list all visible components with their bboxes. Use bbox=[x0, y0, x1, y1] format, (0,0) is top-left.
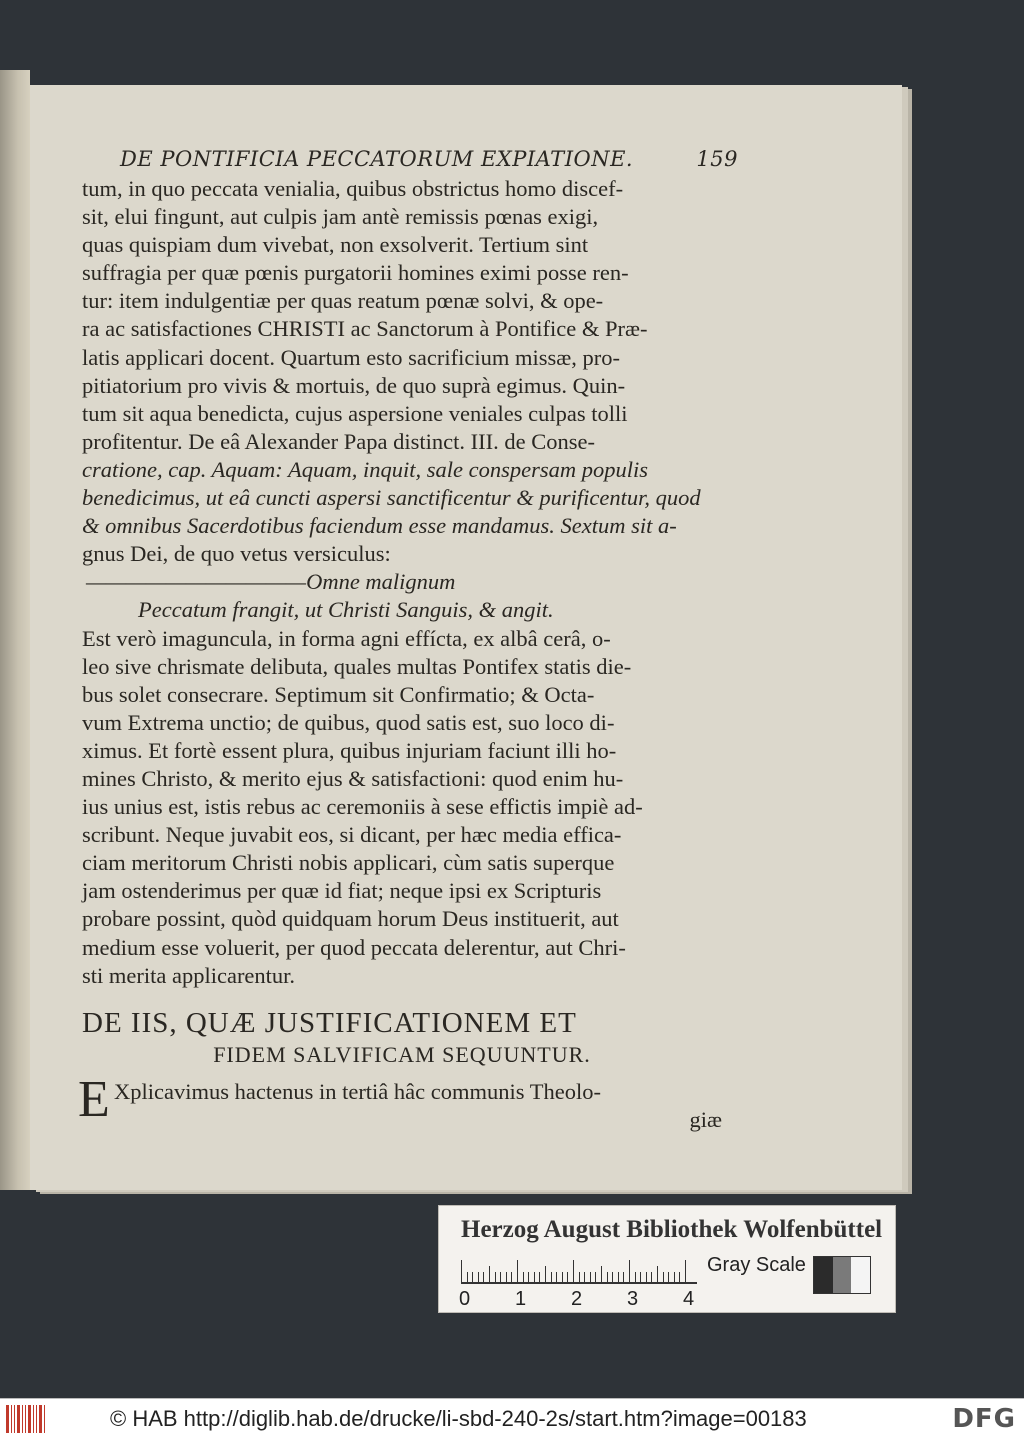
barcode-bar bbox=[28, 1405, 31, 1433]
ruler-tick bbox=[489, 1266, 490, 1282]
gray-swatch bbox=[814, 1257, 833, 1293]
ruler-tick bbox=[534, 1272, 535, 1282]
drop-cap: E bbox=[78, 1070, 110, 1128]
text-line: Peccatum frangit, ut Christi Sanguis, & angit. bbox=[138, 597, 554, 623]
page-number: 159 bbox=[696, 147, 738, 171]
text-line: suffragia per quæ pœnis purgatorii homines eximi posse ren- bbox=[82, 260, 629, 286]
text-line: latis applicari docent. Quartum esto sacrificium missæ, pro- bbox=[82, 344, 620, 370]
ruler-tick bbox=[539, 1272, 540, 1282]
barcode-bar bbox=[39, 1405, 42, 1433]
text-line: gnus Dei, de quo vetus versiculus: bbox=[82, 541, 391, 567]
ruler-tick bbox=[511, 1272, 512, 1282]
ruler-tick bbox=[640, 1272, 641, 1282]
viewer-footer bbox=[0, 1398, 1024, 1438]
ruler-tick bbox=[467, 1272, 468, 1282]
text-line: cratione, cap. Aquam: Aquam, inquit, sale conspersam populis bbox=[82, 456, 649, 482]
text-line: vum Extrema unctio; de quibus, quod satis est, suo loco di- bbox=[82, 709, 615, 735]
text-line: ius unius est, istis rebus ac ceremoniis à sese effictis impiè ad- bbox=[82, 794, 643, 820]
ruler-number: 2 bbox=[571, 1288, 583, 1310]
ruler-tick bbox=[651, 1272, 652, 1282]
barcode-bar bbox=[36, 1405, 37, 1433]
ruler-tick bbox=[517, 1260, 518, 1282]
text-line: ———————————Omne malignum bbox=[86, 569, 456, 595]
ruler-tick bbox=[506, 1272, 507, 1282]
text-line: scribunt. Neque juvabit eos, si dicant, per hæc media effica- bbox=[82, 822, 622, 848]
copyright-url[interactable]: © HAB http://diglib.hab.de/drucke/li-sbd-240-2s/start.htm?image=00183 bbox=[110, 1405, 807, 1431]
ruler-tick bbox=[612, 1272, 613, 1282]
left-page-edge bbox=[0, 70, 30, 1190]
barcode-bar bbox=[25, 1405, 26, 1433]
ruler-tick bbox=[590, 1272, 591, 1282]
ruler-tick bbox=[584, 1272, 585, 1282]
ruler-tick bbox=[607, 1272, 608, 1282]
page-content bbox=[78, 147, 738, 1134]
ruler-tick bbox=[562, 1272, 563, 1282]
text-line: ximus. Et fortè essent plura, quibus injuriam faciunt illi ho- bbox=[82, 737, 617, 763]
ruler-tick bbox=[461, 1260, 462, 1282]
barcode-bar bbox=[44, 1405, 45, 1433]
ruler-tick bbox=[573, 1260, 574, 1282]
text-line: medium esse voluerit, per quod peccata delerentur, aut Chri- bbox=[82, 934, 626, 960]
ruler-tick bbox=[545, 1266, 546, 1282]
ruler-tick bbox=[500, 1272, 501, 1282]
text-line: leo sive chrismate delibuta, quales multas Pontifex statis die- bbox=[82, 653, 632, 679]
ruler-tick bbox=[495, 1272, 496, 1282]
text-line: benedicimus, ut eâ cuncti aspersi sanctificentur & purificentur, quod bbox=[82, 485, 701, 511]
text-line: bus solet consecrare. Septimum sit Confirmatio; & Octa- bbox=[82, 681, 595, 707]
section-heading-line1: DE IIS, QUÆ JUSTIFICATIONEM ET bbox=[82, 1006, 577, 1039]
ruler-tick bbox=[556, 1272, 557, 1282]
barcode-icon bbox=[6, 1405, 50, 1433]
ruler-tick bbox=[685, 1260, 686, 1282]
ruler-tick bbox=[601, 1266, 602, 1282]
running-head-title: DE PONTIFICIA PECCATORUM EXPIATIONE. bbox=[120, 147, 634, 171]
text-line: tur: item indulgentiæ per quas reatum pœnæ solvi, & ope- bbox=[82, 288, 604, 314]
ruler-tick bbox=[668, 1272, 669, 1282]
body-text bbox=[82, 175, 722, 990]
ruler-tick bbox=[523, 1272, 524, 1282]
ruler-tick bbox=[483, 1272, 484, 1282]
text-line: ciam meritorum Christi nobis applicari, cùm satis superque bbox=[82, 850, 615, 876]
text-line: profitentur. De eâ Alexander Papa distinct. III. de Conse- bbox=[82, 428, 595, 454]
ruler-tick bbox=[579, 1272, 580, 1282]
barcode-bar bbox=[22, 1405, 23, 1433]
running-head bbox=[120, 147, 738, 171]
gray-scale-swatches bbox=[813, 1256, 871, 1294]
text-line: sti merita applicarentur. bbox=[82, 962, 296, 988]
barcode-bar bbox=[33, 1405, 34, 1433]
ruler-tick bbox=[674, 1272, 675, 1282]
section-heading-line2: FIDEM SALVIFICAM SEQUUNTUR. bbox=[213, 1041, 591, 1067]
ruler-tick bbox=[618, 1272, 619, 1282]
ruler-tick bbox=[595, 1272, 596, 1282]
ruler-tick bbox=[663, 1272, 664, 1282]
ruler-tick bbox=[679, 1272, 680, 1282]
text-line: tum, in quo peccata venialia, quibus obstrictus homo discef- bbox=[82, 176, 624, 201]
ruler-number: 3 bbox=[627, 1288, 639, 1310]
text-line: ra ac satisfactiones CHRISTI ac Sanctorum à Pontifice & Præ- bbox=[82, 316, 648, 342]
scale-ruler bbox=[461, 1258, 697, 1284]
ruler-tick bbox=[623, 1272, 624, 1282]
ruler-tick bbox=[635, 1272, 636, 1282]
text-line: & omnibus Sacerdotibus faciendum esse mandamus. Sextum sit a- bbox=[82, 513, 677, 539]
ruler-tick bbox=[472, 1272, 473, 1282]
ruler-tick bbox=[629, 1260, 630, 1282]
barcode-bar bbox=[17, 1405, 20, 1433]
library-color-card bbox=[438, 1205, 896, 1313]
ruler-tick bbox=[567, 1272, 568, 1282]
ruler-tick bbox=[528, 1272, 529, 1282]
text-line: sit, elui fingunt, aut culpis jam antè remissis pœnas exigi, bbox=[82, 204, 599, 230]
text-line: pitiatorium pro vivis & mortuis, de quo suprà egimus. Quin- bbox=[82, 372, 626, 398]
ruler-tick bbox=[551, 1272, 552, 1282]
dfg-logo: DFG bbox=[952, 1403, 1016, 1434]
ruler-number: 1 bbox=[515, 1288, 527, 1310]
barcode-bar bbox=[6, 1405, 9, 1433]
ruler-tick bbox=[478, 1272, 479, 1282]
ruler-tick bbox=[646, 1272, 647, 1282]
barcode-bar bbox=[14, 1405, 15, 1433]
library-name: Herzog August Bibliothek Wolfenbüttel bbox=[461, 1216, 883, 1243]
ruler-tick bbox=[657, 1266, 658, 1282]
catchword: giæ bbox=[689, 1106, 722, 1132]
gray-swatch bbox=[851, 1257, 870, 1293]
text-line: quas quispiam dum vivebat, non exsolverit. Tertium sint bbox=[82, 232, 589, 258]
book-page bbox=[30, 85, 902, 1190]
text-line: jam ostenderimus per quæ id fiat; neque ipsi ex Scripturis bbox=[82, 878, 602, 904]
first-paragraph-text: Xplicavimus hactenus in tertiâ hâc communis Theolo- bbox=[114, 1078, 601, 1104]
text-line: tum sit aqua benedicta, cujus aspersione veniales culpas tolli bbox=[82, 400, 628, 426]
barcode-bar bbox=[11, 1405, 12, 1433]
text-line: probare possint, quòd quidquam horum Deus instituerit, aut bbox=[82, 906, 619, 932]
gray-swatch bbox=[833, 1257, 852, 1293]
text-line: mines Christo, & merito ejus & satisfactioni: quod enim hu- bbox=[82, 765, 624, 791]
ruler-number: 4 bbox=[683, 1288, 695, 1310]
ruler-number: 0 bbox=[459, 1288, 471, 1310]
gray-scale-label: Gray Scale bbox=[707, 1254, 806, 1276]
text-line: Est verò imaguncula, in forma agni effícta, ex albâ cerâ, o- bbox=[82, 625, 611, 651]
